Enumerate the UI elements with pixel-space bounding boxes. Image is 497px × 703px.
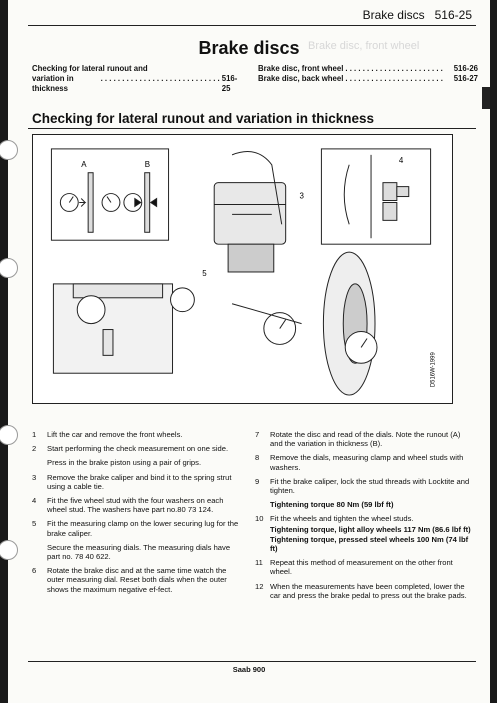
step-8 [255,453,475,471]
step-1 [32,430,242,439]
step-number: 12 [255,581,264,591]
step-number: 3 [32,472,37,482]
step-number: 5 [32,519,37,529]
header-page-ref: 516-25 [434,8,472,22]
binder-hole [0,258,18,278]
illustration-svg [33,135,452,403]
step-text: Remove the brake caliper and bind it to the spring strut using a cable tie. [47,472,232,491]
label-a: A [81,159,87,169]
toc-entry-text: variation in thickness [32,74,74,93]
toc-right [258,64,478,84]
manual-page [8,0,490,703]
running-header [353,8,472,22]
figure-code: D516W-1999 [430,352,437,388]
torque-spec-caliper: Tightening torque 80 Nm (59 lbf ft) [270,500,394,510]
page-title: Brake discs [198,38,300,58]
callout-5: 5 [202,268,207,278]
step-text: Lift the car and remove the front wheels. [47,430,183,439]
step-5 [32,519,242,537]
step-3 [32,473,242,491]
step-text: Remove the dials, measuring clamp and wheel studs with washers. [270,453,464,472]
step-text: Fit the brake caliper, lock the stud threads with Locktite and tighten. [270,476,470,496]
toc-leader: . . . . . . . . . . . . . . . . . . . . . . . [345,64,443,73]
step-text: Fit the wheels and tighten the wheel studs. [270,514,414,524]
toc-left [32,64,242,94]
toc-leader: . . . . . . . . . . . . . . . . . . . . . . . [345,74,443,83]
step-12 [255,582,475,600]
toc-entry-page: 516-26 [453,64,478,73]
step-number: 7 [255,430,260,439]
header-rule [28,25,476,26]
page-footer: Saab 900 [232,665,266,674]
toc-entry-page: 516-25 [221,74,238,93]
footer-rule [28,661,476,662]
binder-hole [0,540,18,560]
step-number: 4 [32,496,37,506]
toc-leader: . . . . . . . . . . . . . . . . . . . . . . . . . . . . [100,74,220,83]
toc-entry-text: Brake disc, back wheel [258,74,344,83]
step-text: Start performing the check measurement on one side. [47,444,229,454]
torque-spec-alloy: Tightening torque, light alloy wheels 117 Nm (86.6 lbf ft) [270,524,471,534]
step-number: 8 [255,453,260,463]
callout-4: 4 [398,155,404,165]
step-number: 1 [32,430,37,439]
step-text: When the measurements have been completed, lower the car and press the brake pedal to press out the brake pads. [270,581,467,600]
steps-left-column [32,430,242,599]
toc-entry-text: Brake disc, front wheel [258,64,344,73]
bleed-through-text: Brake disc, front wheel [308,40,420,52]
header-section: Brake discs [362,8,425,22]
toc-entry[interactable] [32,74,242,94]
steps-right-column [255,430,475,605]
section-thumb-tab [482,87,490,109]
label-b: B [144,159,151,169]
step-4 [32,496,242,514]
step-number: 9 [255,476,260,486]
toc-entry[interactable] [258,74,478,84]
toc-entry[interactable] [32,64,242,74]
toc-entry-text: Checking for lateral runout and [32,64,148,73]
step-text: Fit the measuring clamp on the lower securing lug for the brake caliper. [47,519,239,538]
step-5-note: Secure the measuring dials. The measuring dials have part no. 78 40 622. [47,542,231,562]
step-7 [255,430,475,448]
callout-3: 3 [299,191,304,201]
step-text: Rotate the disc and read of the dials. Note the runout (A) and the variation in thickness (B). [270,430,461,449]
step-2-note: Press in the brake piston using a pair of grips. [47,458,202,468]
step-11 [255,558,475,576]
step-number: 2 [32,444,37,454]
step-number: 10 [255,514,264,524]
brake-disc [323,252,375,395]
measurement-illustration [32,134,453,404]
section-rule [28,128,476,129]
step-10 [255,514,475,523]
step-text: Repeat this method of measurement on the other front wheel. [270,558,453,577]
step-6 [32,566,242,594]
toc-entry-page: 516-27 [453,74,478,83]
step-2 [32,444,242,453]
section-title: Checking for lateral runout and variation in thickness [32,111,375,126]
step-number: 6 [32,566,37,576]
toc-entry[interactable] [258,64,478,74]
binder-hole [0,425,18,445]
step-text: Fit the five wheel stud with the four washers on each wheel stud. The washers have part no.80 73 124. [47,496,224,515]
step-number: 11 [255,558,263,568]
step-text: Rotate the brake disc and at the same time watch the outer measuring dial. Reset both dials when the outer shows the maximum negative ef-fect. [47,566,227,594]
binder-hole [0,140,18,160]
step-9 [255,477,475,495]
torque-spec-steel: Tightening torque, pressed steel wheels 100 Nm (74 lbf ft) [270,534,469,554]
hub-detail-box [321,149,430,244]
